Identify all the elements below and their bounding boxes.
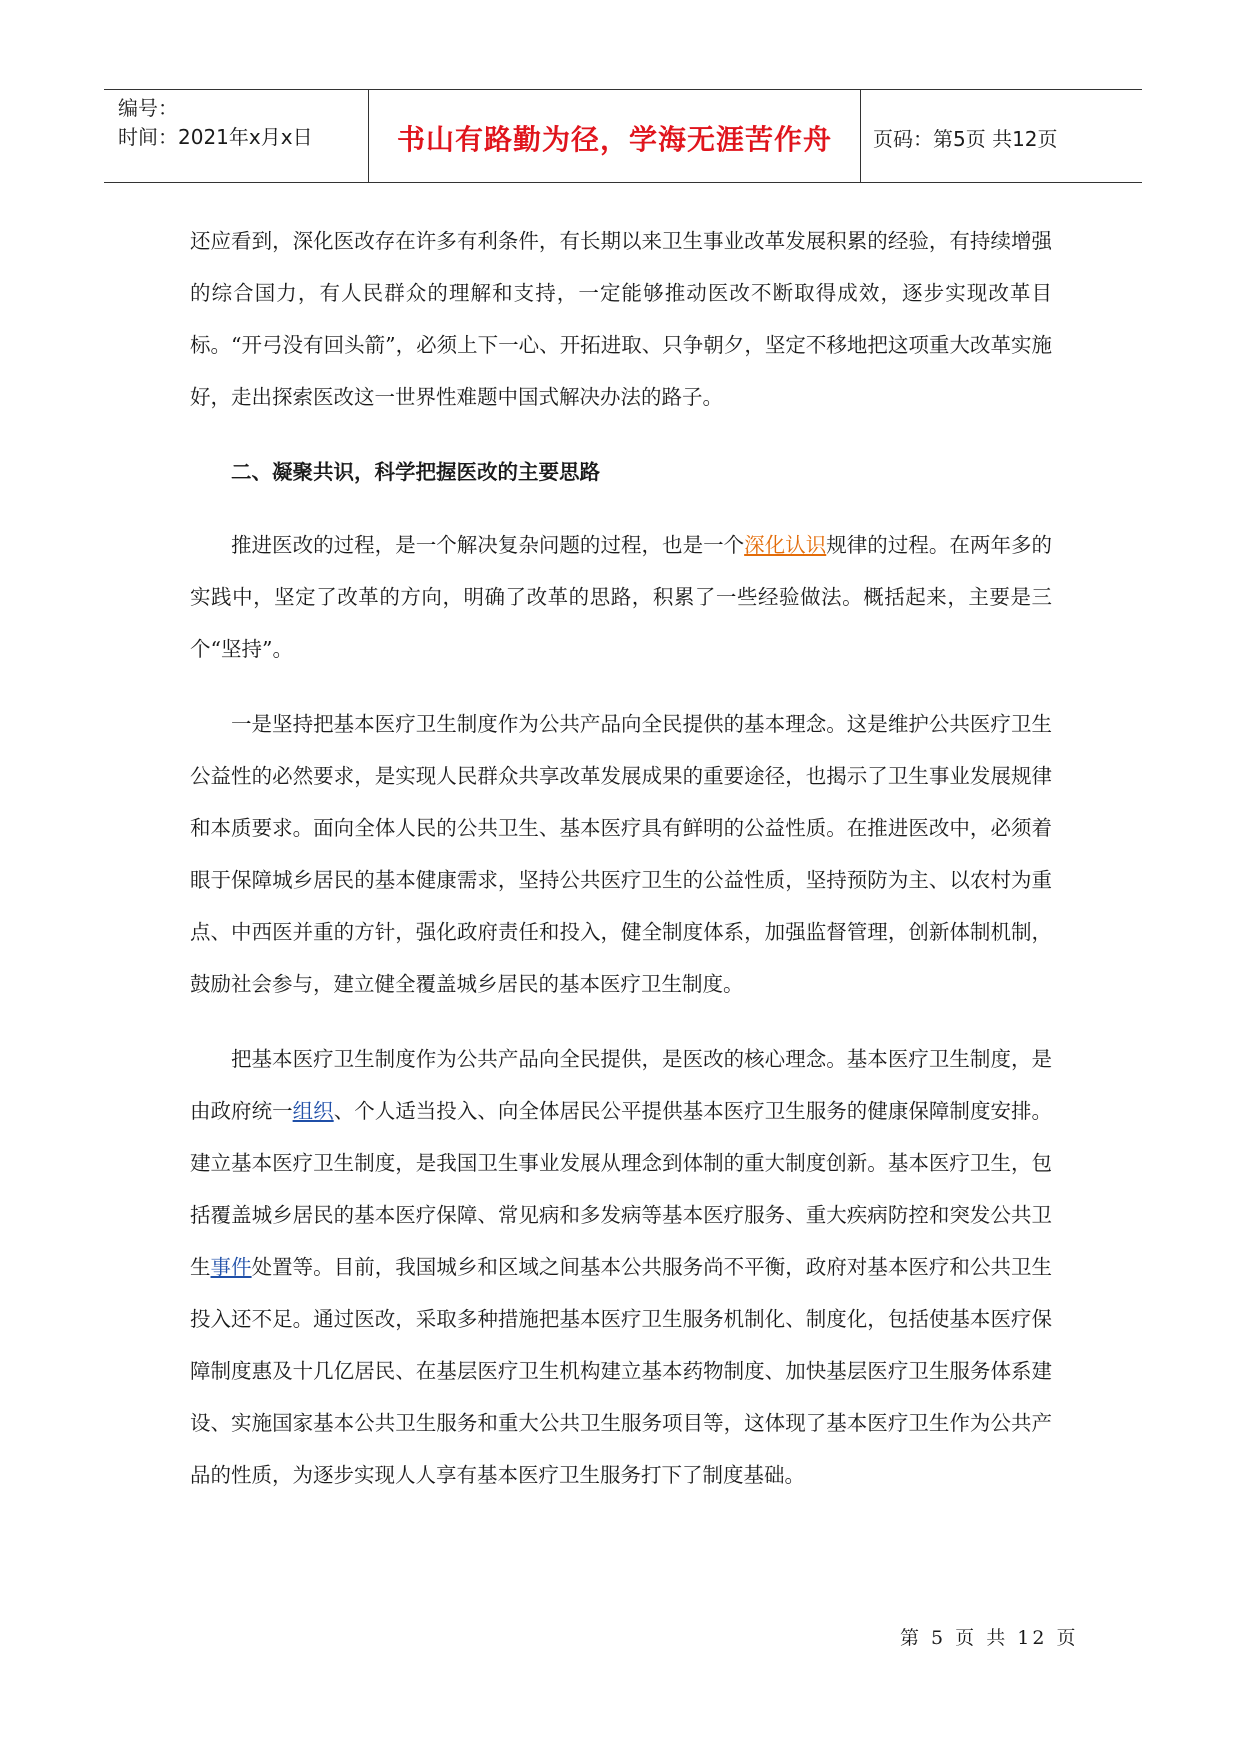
page-header [104, 89, 1142, 183]
link-event[interactable]: 事件 [210, 1255, 252, 1279]
paragraph-2-text-a: 推进医改的过程，是一个解决复杂问题的过程，也是一个 [231, 533, 745, 557]
paragraph-1: 还应看到，深化医改存在许多有利条件，有长期以来卫生事业改革发展积累的经验，有持续增强的综合国力，有人民群众的理解和支持，一定能够推动医改不断取得成效，逐步实现改革目标。“开弓没有回头箭”，必须上下一心、开拓进取、只争朝夕，坚定不移地把这项重大改革实施好，走出探索医改这一世界性难题中国式解决办法的路子。 [190, 229, 1052, 409]
page-footer-number: 第 5 页 共 12 页 [900, 1627, 1079, 1649]
header-page-label: 页码：第5页 共12页 [873, 126, 1058, 151]
paragraph-2 [190, 519, 1052, 675]
header-motto-cell [369, 90, 861, 182]
paragraph-4-text-c: 处置等。目前，我国城乡和区域之间基本公共服务尚不平衡，政府对基本医疗和公共卫生投入还不足。通过医改，采取多种措施把基本医疗卫生服务机制化、制度化，包括使基本医疗保障制度惠及十几亿居民、在基层医疗卫生机构建立基本药物制度、加快基层医疗卫生服务体系建设、实施国家基本公共卫生服务和重大公共卫生服务项目等，这体现了基本医疗卫生作为公共产品的性质，为逐步实现人人享有基本医疗卫生服务打下了制度基础。 [190, 1255, 1053, 1487]
header-page-cell [861, 90, 1142, 182]
paragraph-4-text-a: 把基本医疗卫生制度作为公共产品向全民提供，是医改的核心理念。基本医疗卫生制度，是由政府统一 [190, 1047, 1052, 1123]
section-heading-2: 二、凝聚共识，科学把握医改的主要思路 [231, 460, 600, 484]
paragraph-2-text-b: 规律的过程。在两年多的实践中，坚定了改革的方向，明确了改革的思路，积累了一些经验做法。概括起来，主要是三个“坚持”。 [190, 533, 1053, 661]
link-deepen-understanding[interactable]: 深化认识 [744, 533, 827, 557]
header-motto: 书山有路勤为径，学海无涯苦作舟 [396, 123, 832, 156]
paragraph-4-text-b: 、个人适当投入、向全体居民公平提供基本医疗卫生服务的健康保障制度安排。建立基本医疗卫生制度，是我国卫生事业发展从理念到体制的重大制度创新。基本医疗卫生，包括覆盖城乡居民的基本医疗保障、常见病和多发病等基本医疗服务、重大疾病防控和突发公共卫生 [190, 1099, 1053, 1279]
link-organization[interactable]: 组织 [292, 1099, 334, 1123]
document-time-label: 时间：2021年x月x日 [118, 125, 313, 149]
header-meta-cell [104, 90, 369, 182]
document-number-label: 编号： [118, 96, 178, 120]
document-body [190, 215, 1052, 1524]
paragraph-4 [190, 1033, 1052, 1501]
paragraph-3: 一是坚持把基本医疗卫生制度作为公共产品向全民提供的基本理念。这是维护公共医疗卫生公益性的必然要求，是实现人民群众共享改革发展成果的重要途径，也揭示了卫生事业发展规律和本质要求。面向全体人民的公共卫生、基本医疗具有鲜明的公益性质。在推进医改中，必须着眼于保障城乡居民的基本健康需求，坚持公共医疗卫生的公益性质，坚持预防为主、以农村为重点、中西医并重的方针，强化政府责任和投入，健全制度体系，加强监督管理，创新体制机制，鼓励社会参与，建立健全覆盖城乡居民的基本医疗卫生制度。 [190, 712, 1052, 996]
